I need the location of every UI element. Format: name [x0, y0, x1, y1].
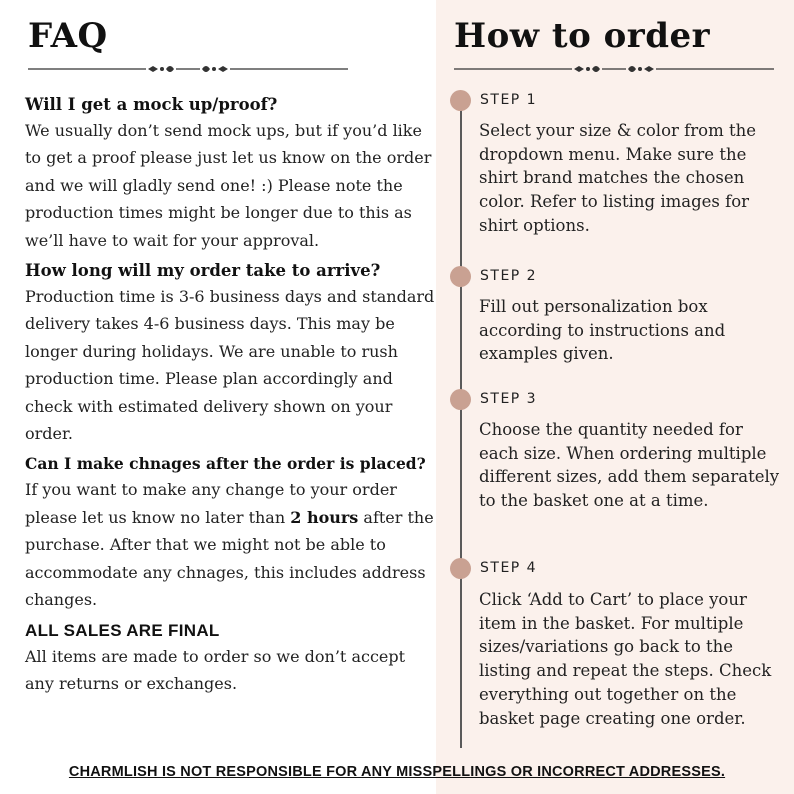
- faq-answer-changes-deadline: 2 hours: [290, 507, 359, 527]
- faq-answer-changes-part1: If you want to make any change to your order please let us know no later than: [25, 480, 397, 527]
- faq-ornament-divider: [28, 62, 348, 76]
- faq-answer-mockup: We usually don’t send mock ups, but if you’d like to get a proof please just let us know on the order and we will gladly send one! :) Please note the production times might be longer due to this as we’ll have to wait for your approval.: [25, 121, 432, 250]
- step-3-label: STEP 3: [480, 391, 538, 407]
- how-to-order-ornament-divider: [454, 62, 774, 76]
- disclaimer-footer: CHARMLISH IS NOT RESPONSIBLE FOR ANY MISSPELLINGS OR INCORRECT ADDRESSES.: [68, 764, 726, 780]
- sales-final-heading: ALL SALES ARE FINAL: [25, 620, 220, 640]
- faq-question-mockup: Will I get a mock up/proof?: [25, 95, 278, 114]
- step-2-dot: [450, 266, 471, 287]
- faq-answer-changes: [25, 476, 435, 613]
- faq-answer-changes-part2: after the purchase. After that we might not be able to accommodate any chnages, this includes address changes.: [25, 507, 434, 610]
- step-1-label: STEP 1: [480, 92, 538, 108]
- faq-question-changes: Can I make chnages after the order is placed?: [25, 454, 426, 474]
- sales-final-text: All items are made to order so we don’t accept any returns or exchanges.: [25, 646, 406, 693]
- step-2-text: Fill out personalization box according to instructions and examples given.: [479, 297, 726, 364]
- step-4-label: STEP 4: [480, 560, 538, 576]
- step-3-text: Choose the quantity needed for each size. When ordering multiple different sizes, add them separately to the basket one at a time.: [479, 420, 780, 511]
- faq-list: [25, 93, 435, 702]
- faq-answer-delivery: Production time is 3-6 business days and standard delivery takes 4-6 business days. This may be longer during holidays. We are unable to rush production time. Please plan accordingly and check with estimated delivery shown on your order.: [25, 287, 435, 444]
- faq-title: FAQ: [28, 16, 108, 56]
- step-1-dot: [450, 90, 471, 111]
- step-3-dot: [450, 389, 471, 410]
- step-4-text: Click ‘Add to Cart’ to place your item in the basket. For multiple sizes/variations go back to the listing and repeat the steps. Check everything out together on the basket page creating one order.: [479, 590, 772, 728]
- faq-question-delivery: How long will my order take to arrive?: [25, 261, 381, 281]
- step-4-dot: [450, 558, 471, 579]
- step-1-text: Select your size & color from the dropdown menu. Make sure the shirt brand matches the chosen color. Refer to listing images for shirt options.: [479, 121, 756, 235]
- how-to-order-title: How to order: [454, 16, 711, 56]
- steps-timeline-line: [460, 100, 462, 748]
- step-2-label: STEP 2: [480, 268, 538, 284]
